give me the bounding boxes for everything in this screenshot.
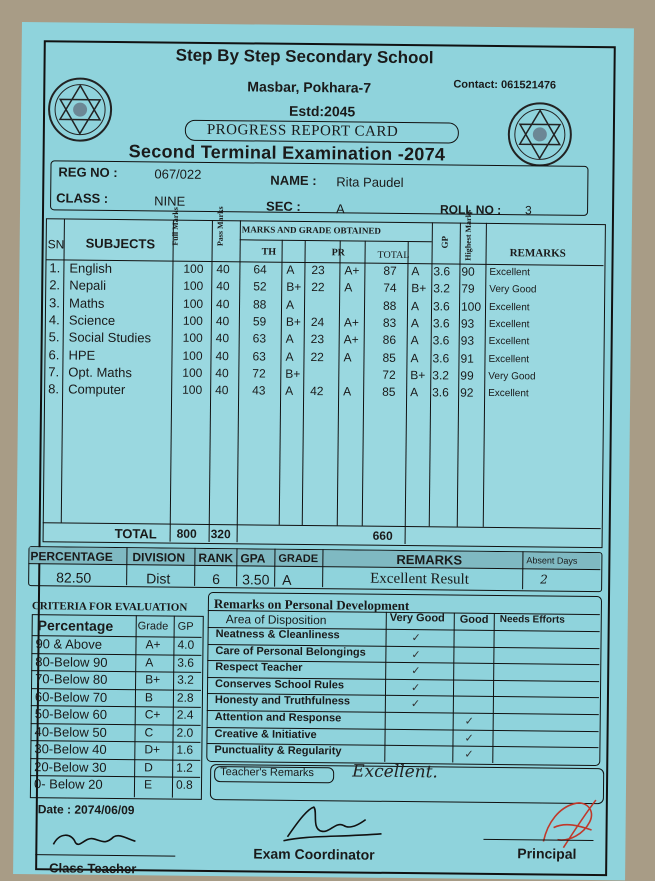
criteria-cell-gp: 1.6 — [176, 742, 194, 757]
student-info-box — [50, 160, 588, 216]
marks-cell-thg: A — [285, 349, 294, 364]
check-icon: ✓ — [410, 698, 421, 711]
marks-cell-remark: Very Good — [489, 284, 537, 296]
marks-cell-total: 72 — [382, 367, 396, 382]
summary-header-percentage: PERCENTAGE — [30, 549, 113, 564]
total-label: TOTAL — [114, 525, 157, 542]
criteria-cell-gp: 2.8 — [176, 690, 194, 705]
marks-cell-total: 83 — [382, 315, 397, 330]
teacher-remarks-text: Excellent. — [352, 761, 438, 783]
marks-cell-th: 64 — [253, 262, 267, 277]
marks-cell-high: 93 — [460, 316, 475, 331]
marks-cell-gp: 3.2 — [433, 281, 450, 296]
marks-cell-th: 72 — [252, 366, 266, 381]
check-icon: ✓ — [464, 715, 474, 728]
marks-cell-thg: B+ — [286, 280, 302, 295]
marks-cell-subject: Social Studies — [68, 329, 152, 346]
exam-title: Second Terminal Examination -2074 — [128, 141, 446, 165]
roll-label: ROLL NO : — [439, 202, 502, 218]
header-gp: GP — [439, 235, 450, 249]
summary-remarks: Excellent Result — [370, 570, 470, 588]
criteria-cell-pct: 90 & Above — [35, 636, 103, 652]
header-pr: PR — [331, 247, 346, 259]
marks-cell-subject: Maths — [68, 295, 105, 311]
marks-cell-remark: Excellent — [488, 301, 530, 313]
marks-cell-pr: 22 — [310, 349, 324, 364]
marks-cell-remark: Excellent — [489, 266, 531, 279]
marks-cell-gp: 3.6 — [432, 316, 450, 331]
criteria-cell-gp: 1.2 — [176, 760, 193, 775]
marks-cell-full: 100 — [182, 348, 203, 363]
marks-cell-high: 93 — [460, 333, 475, 348]
summary-percentage: 82.50 — [56, 569, 92, 586]
development-header-area: Area of Disposition — [225, 612, 327, 628]
marks-cell-sn: 2. — [49, 277, 61, 293]
marks-cell-gp: 3.6 — [433, 264, 451, 279]
criteria-cell-grade: B — [144, 689, 154, 704]
criteria-cell-grade: A — [145, 654, 154, 669]
summary-division: Dist — [146, 570, 171, 587]
development-header-very-good: Very Good — [389, 611, 445, 625]
marks-cell-tg: A — [410, 315, 419, 331]
marks-cell-sn: 8. — [48, 381, 60, 397]
marks-cell-pass: 40 — [215, 313, 230, 329]
check-icon: ✓ — [411, 665, 421, 678]
marks-cell-prg: A — [344, 280, 353, 295]
criteria-cell-pct: 70-Below 80 — [35, 671, 108, 687]
marks-cell-pass: 40 — [216, 279, 230, 294]
exam-coordinator-signature — [277, 801, 387, 846]
criteria-cell-grade: B+ — [145, 672, 161, 687]
marks-cell-prg: A — [343, 384, 352, 399]
total-full-marks: 800 — [176, 526, 197, 541]
marks-cell-total: 88 — [382, 298, 397, 313]
development-area: Neatness & Cleanliness — [215, 628, 340, 642]
marks-cell-full: 100 — [182, 296, 204, 311]
marks-cell-gp: 3.6 — [432, 350, 450, 365]
marks-cell-pr: 42 — [310, 384, 324, 399]
criteria-cell-grade: D — [144, 759, 153, 774]
marks-cell-gp: 3.6 — [432, 385, 449, 400]
report-card — [13, 22, 634, 880]
criteria-header-gp: GP — [177, 620, 194, 633]
marks-cell-total: 85 — [382, 384, 396, 400]
marks-cell-pass: 40 — [215, 348, 229, 363]
marks-cell-sn: 3. — [48, 294, 60, 311]
marks-cell-prg: A+ — [344, 263, 360, 278]
marks-cell-gp: 3.2 — [432, 368, 450, 383]
criteria-cell-gp: 2.4 — [176, 707, 194, 722]
grand-total: 660 — [372, 528, 393, 543]
marks-cell-full: 100 — [182, 313, 203, 328]
sec-value: A — [335, 201, 345, 217]
report-date: Date : 2074/06/09 — [37, 802, 135, 818]
marks-cell-subject: Nepali — [69, 277, 107, 294]
criteria-cell-pct: 60-Below 70 — [34, 688, 108, 705]
header-remarks: REMARKS — [509, 247, 566, 260]
check-icon: ✓ — [411, 648, 421, 661]
check-icon: ✓ — [464, 748, 474, 761]
criteria-cell-grade: A+ — [145, 637, 161, 652]
development-header-good: Good — [459, 613, 489, 626]
criteria-cell-grade: E — [143, 777, 153, 792]
marks-cell-th: 88 — [252, 297, 267, 312]
marks-cell-th: 63 — [252, 331, 267, 346]
header-pass-marks: Pass Marks — [215, 206, 226, 247]
name-value: Rita Paudel — [336, 174, 404, 191]
check-icon: ✓ — [411, 632, 421, 645]
marks-cell-pass: 40 — [216, 262, 230, 277]
marks-cell-high: 90 — [461, 264, 475, 279]
marks-cell-prg: A — [343, 349, 352, 364]
marks-cell-pr: 23 — [310, 332, 325, 347]
summary-header-grade: GRADE — [278, 552, 319, 566]
criteria-cell-gp: 2.0 — [176, 725, 194, 740]
marks-cell-full: 100 — [182, 330, 203, 346]
marks-cell-tg: B+ — [410, 367, 426, 383]
marks-cell-th: 63 — [252, 348, 266, 364]
marks-cell-subject: Science — [68, 312, 116, 328]
marks-cell-pr: 23 — [311, 263, 325, 278]
school-logo-left — [47, 76, 114, 143]
school-logo-right — [507, 101, 574, 168]
header-highest-marks: Highest Marks — [463, 209, 474, 261]
marks-cell-subject: English — [69, 260, 113, 276]
marks-cell-sn: 4. — [48, 312, 60, 328]
criteria-cell-grade: C — [144, 724, 154, 739]
marks-cell-full: 100 — [182, 365, 203, 380]
summary-header-division: DIVISION — [132, 550, 186, 565]
school-established: Estd:2045 — [289, 102, 356, 120]
summary-header-rank: RANK — [198, 550, 234, 566]
teacher-remarks-label: Teacher's Remarks — [220, 766, 315, 780]
summary-absent-days: 2 — [540, 572, 548, 587]
sec-label: SEC : — [266, 198, 301, 214]
school-name: Step By Step Secondary School — [175, 45, 434, 68]
marks-cell-total: 85 — [382, 350, 396, 365]
development-area: Attention and Response — [214, 711, 342, 725]
criteria-cell-pct: 20-Below 30 — [34, 758, 107, 775]
header-full-marks: Full Marks — [170, 207, 181, 246]
marks-cell-remark: Excellent — [488, 353, 530, 365]
development-area: Conserves School Rules — [215, 677, 345, 692]
marks-cell-thg: A — [286, 262, 295, 277]
marks-cell-sn: 7. — [48, 364, 60, 380]
marks-cell-full: 100 — [183, 261, 204, 276]
marks-cell-high: 99 — [460, 368, 474, 383]
class-teacher-label: Class Teacher — [49, 860, 137, 877]
marks-cell-pass: 40 — [215, 296, 230, 311]
development-area: Care of Personal Belongings — [215, 644, 366, 659]
marks-cell-prg: A+ — [343, 332, 359, 347]
criteria-cell-pct: 80-Below 90 — [35, 653, 108, 670]
criteria-cell-grade: D+ — [144, 742, 161, 757]
criteria-cell-gp: 3.6 — [177, 655, 195, 670]
marks-cell-sn: 5. — [48, 329, 60, 345]
marks-cell-pass: 40 — [215, 383, 229, 398]
development-area: Punctuality & Regularity — [214, 744, 342, 758]
total-pass-marks: 320 — [210, 527, 231, 542]
header-th: TH — [261, 246, 277, 258]
criteria-cell-gp: 3.2 — [177, 672, 194, 687]
marks-cell-thg: B+ — [285, 314, 301, 329]
school-contact: Contact: 061521476 — [453, 78, 557, 92]
marks-cell-remark: Excellent — [488, 318, 530, 331]
marks-cell-sn: 1. — [49, 260, 61, 276]
criteria-header-grade: Grade — [137, 620, 169, 633]
criteria-cell-gp: 0.8 — [175, 777, 193, 792]
marks-cell-pass: 40 — [215, 331, 230, 346]
class-value: NINE — [154, 193, 186, 209]
check-icon: ✓ — [410, 681, 421, 695]
marks-cell-tg: A — [410, 385, 419, 400]
summary-rank: 6 — [212, 571, 221, 588]
marks-cell-pass: 40 — [215, 365, 229, 380]
criteria-header-percentage: Percentage — [37, 617, 114, 634]
development-area: Creative & Initiative — [214, 727, 317, 741]
marks-cell-tg: A — [410, 298, 420, 313]
header-total: TOTAL — [377, 249, 410, 262]
marks-cell-high: 100 — [460, 299, 482, 314]
marks-cell-thg: A — [285, 331, 294, 347]
check-icon: ✓ — [464, 732, 474, 745]
summary-grade: A — [282, 571, 292, 588]
marks-cell-prg: A+ — [343, 315, 359, 330]
development-area: Respect Teacher — [215, 661, 303, 675]
marks-cell-subject: Computer — [68, 381, 126, 398]
marks-cell-th: 59 — [252, 314, 267, 329]
marks-cell-gp: 3.6 — [432, 298, 450, 314]
marks-cell-subject: Opt. Maths — [68, 364, 132, 380]
marks-cell-full: 100 — [183, 279, 204, 294]
class-teacher-signature — [49, 828, 139, 853]
header-sn: SN — [47, 237, 65, 252]
criteria-title: CRITERIA FOR EVALUATION — [31, 600, 188, 614]
marks-cell-thg: B+ — [285, 366, 301, 381]
marks-cell-sn: 6. — [48, 346, 60, 362]
marks-cell-high: 92 — [460, 385, 474, 400]
development-header-needs-efforts: Needs Efforts — [499, 614, 565, 626]
marks-cell-remark: Excellent — [488, 387, 529, 400]
marks-cell-tg: A — [410, 350, 419, 365]
reg-value: 067/022 — [154, 166, 202, 182]
marks-cell-thg: A — [285, 383, 294, 398]
marks-cell-total: 86 — [382, 332, 397, 348]
development-area: Honesty and Truthfulness — [214, 694, 351, 708]
marks-cell-pr: 22 — [311, 280, 325, 295]
criteria-cell-gp: 4.0 — [177, 637, 195, 652]
criteria-cell-pct: 0- Below 20 — [33, 776, 103, 792]
criteria-cell-pct: 30-Below 40 — [34, 741, 107, 757]
card-title: PROGRESS REPORT CARD — [206, 121, 399, 140]
roll-value: 3 — [524, 203, 532, 218]
marks-cell-subject: HPE — [68, 347, 96, 363]
summary-header-remarks: REMARKS — [396, 551, 463, 568]
school-address: Masbar, Pokhara-7 — [247, 78, 372, 96]
criteria-cell-pct: 40-Below 50 — [34, 723, 107, 740]
marks-cell-remark: Very Good — [488, 370, 536, 383]
criteria-cell-pct: 50-Below 60 — [34, 706, 108, 722]
marks-cell-total: 87 — [383, 263, 397, 278]
marks-cell-remark: Excellent — [488, 336, 530, 348]
marks-cell-total: 74 — [383, 281, 397, 296]
criteria-cell-grade: C+ — [144, 707, 161, 722]
marks-cell-th: 43 — [252, 383, 266, 398]
header-subjects: SUBJECTS — [85, 235, 156, 252]
class-label: CLASS : — [56, 190, 109, 206]
marks-cell-tg: B+ — [411, 281, 427, 296]
summary-gpa: 3.50 — [242, 571, 270, 588]
summary-header-gpa: GPA — [240, 551, 266, 566]
summary-header-absent-days: Absent Days — [526, 555, 578, 566]
name-label: NAME : — [270, 172, 317, 189]
marks-cell-thg: A — [285, 297, 295, 312]
marks-cell-gp: 3.6 — [432, 333, 450, 348]
reg-label: REG NO : — [58, 164, 118, 181]
header-marks-obtained: MARKS AND GRADE OBTAINED — [241, 224, 381, 236]
exam-coordinator-label: Exam Coordinator — [253, 845, 375, 863]
marks-cell-high: 91 — [460, 351, 474, 366]
marks-cell-high: 79 — [461, 281, 475, 297]
marks-cell-tg: A — [411, 264, 420, 279]
development-title: Remarks on Personal Development — [213, 596, 410, 614]
marks-cell-tg: A — [410, 333, 419, 348]
marks-cell-th: 52 — [253, 279, 267, 294]
principal-label: Principal — [517, 845, 577, 862]
marks-cell-full: 100 — [182, 382, 203, 398]
marks-cell-pr: 24 — [310, 314, 325, 330]
